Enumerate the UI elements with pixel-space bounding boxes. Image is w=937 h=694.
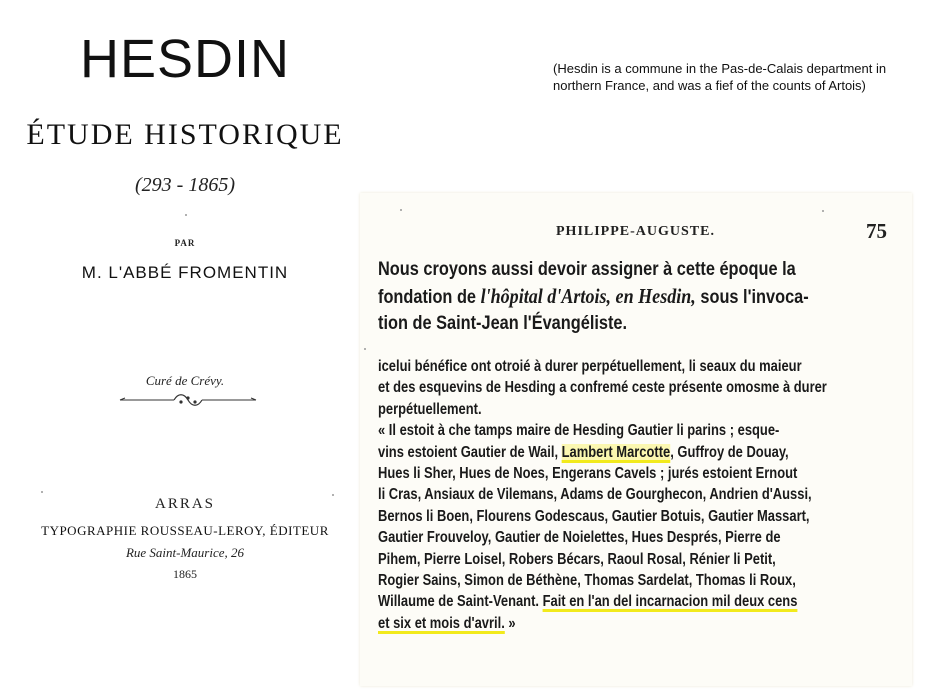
- publisher-city: ARRAS: [154, 496, 216, 512]
- ornament-divider-icon: [118, 390, 258, 410]
- lead-line: Nous croyons aussi devoir assigner à cette époque la: [378, 259, 796, 280]
- explanatory-note: (Hesdin is a commune in the Pas-de-Calais department in northern France, and was a fief of the counts of Artois): [553, 61, 887, 93]
- publisher-street: Rue Saint-Maurice, 26: [125, 545, 245, 560]
- body-line: icelui bénéfice ont otroié à durer perpétuellement, li seaux du maieur: [378, 358, 802, 375]
- lead-line: [378, 283, 825, 311]
- body-line: perpétuellement.: [378, 400, 482, 418]
- book-subtitle: ÉTUDE HISTORIQUE: [26, 118, 344, 151]
- book-page: [360, 193, 912, 686]
- body-line: Hues li Sher, Hues de Noes, Engerans Cavels ; jurés estoient Ernout: [378, 465, 798, 483]
- highlighted-name: Lambert Marcotte: [561, 443, 671, 461]
- running-head: PHILIPPE-AUGUSTE.: [556, 224, 715, 239]
- lead-italic-text: l'hôpital d'Artois, en Hesdin,: [480, 284, 696, 308]
- book-author: M. L'ABBÉ FROMENTIN: [81, 263, 289, 282]
- body-line: li Cras, Ansiaux de Vilemans, Adams de Gourghecon, Andrien d'Aussi,: [378, 486, 812, 504]
- publisher: TYPOGRAPHIE ROUSSEAU-LEROY, ÉDITEUR: [41, 523, 329, 538]
- body-line: Pihem, Pierre Loisel, Robers Bécars, Raoul Rosal, Rénier li Petit,: [378, 550, 776, 568]
- body-text: Willaume de Saint-Venant.: [378, 593, 543, 611]
- author-role: Curé de Crévy.: [145, 373, 225, 388]
- body-line: Bernos li Boen, Flourens Godescaus, Gautier Botuis, Gautier Massart,: [378, 507, 810, 525]
- book-dates: (293 - 1865): [135, 174, 235, 196]
- body-line: [378, 591, 896, 612]
- publication-year: 1865: [173, 567, 197, 581]
- page-number: 75: [866, 219, 887, 243]
- body-line: [378, 442, 896, 463]
- lead-paragraph: [378, 257, 825, 337]
- by-label: PAR: [174, 238, 196, 248]
- body-line: Rogier Sains, Simon de Béthène, Thomas Sardelat, Thomas li Roux,: [378, 572, 796, 590]
- lead-line: tion de Saint-Jean l'Évangéliste.: [378, 313, 628, 334]
- highlighted-date: Fait en l'an del incarnacion mil deux cens: [542, 593, 798, 611]
- paper-speck: [185, 214, 187, 216]
- paper-speck: [822, 210, 824, 212]
- body-text: vins estoient Gautier de Wail,: [378, 443, 562, 461]
- quoted-charter: [378, 356, 896, 634]
- paper-speck: [364, 348, 366, 350]
- body-text: , Guffroy de Douay,: [670, 443, 789, 461]
- book-title: HESDIN: [79, 29, 291, 89]
- body-line: Gautier Frouveloy, Gautier de Noielettes, Hues Després, Pierre de: [378, 529, 781, 547]
- body-line: et des esquevins de Hesding a confremé ceste présente omosme à durer: [378, 379, 827, 397]
- lead-text: fondation de: [378, 287, 481, 308]
- paper-speck: [400, 209, 402, 211]
- paper-speck: [41, 491, 43, 493]
- title-page: [0, 0, 370, 694]
- body-line: [378, 613, 896, 634]
- highlighted-date: et six et mois d'avril.: [378, 614, 505, 632]
- body-text: »: [504, 614, 516, 632]
- body-line: « Il estoit à che tamps maire de Hesding Gautier li parins ; esque-: [378, 422, 780, 440]
- paper-speck: [332, 494, 334, 496]
- lead-text: sous l'invoca-: [695, 287, 809, 308]
